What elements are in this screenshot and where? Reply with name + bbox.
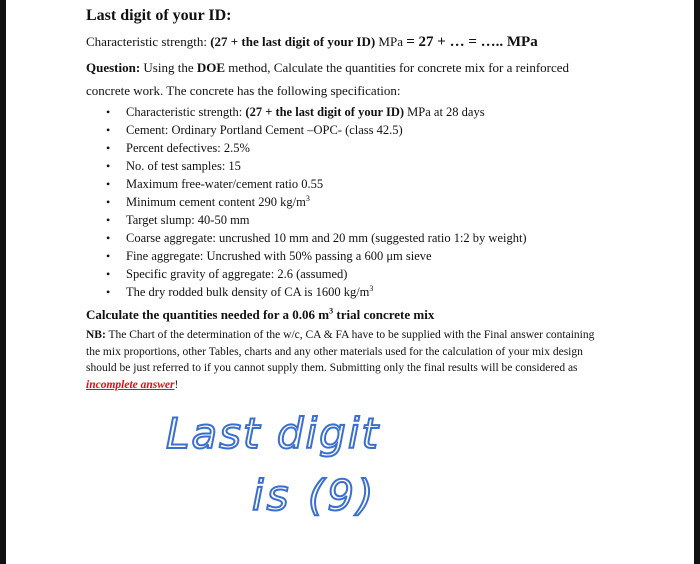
- incomplete-answer-highlight: incomplete answer: [86, 378, 175, 391]
- nb-note: NB: The Chart of the determination of the w/c, CA & FA have to be supplied with the Final answer containing the mix proportions, other Tables, charts and any other materials used for the calculation of your mix design should be just referred to if you cannot supply them. Submitting only the final results will be considered as incomplete answer!: [86, 329, 595, 391]
- handwritten-line-1: Last digit: [166, 409, 380, 458]
- spec-item: • No. of test samples: 15: [86, 157, 527, 175]
- left-border: [0, 0, 6, 564]
- spec-item: • Percent defectives: 2.5%: [86, 139, 527, 157]
- question-line: Question: Using the DOE method, Calculate the quantities for concrete mix for a reinforced: [86, 60, 570, 75]
- spec-item: • Minimum cement content 290 $kg/m^3$: [86, 193, 527, 211]
- question-line-2: concrete work. The concrete has the following specification:: [86, 83, 401, 98]
- spec-item: • Target slump: 40-50 mm: [86, 211, 527, 229]
- spec-item: • Specific gravity of aggregate: 2.6 (assumed): [86, 265, 527, 283]
- right-border: [694, 0, 700, 564]
- spec-item: • The dry rodded bulk density of CA is 1600 $kg/m^3$: [86, 283, 527, 301]
- spec-item: • Fine aggregate: Uncrushed with 50% passing a 600 μm sieve: [86, 247, 527, 265]
- specification-list: [86, 103, 527, 301]
- calculate-instruction: Calculate the quantities needed for a 0.06 $m^3$ trial concrete mix: [86, 306, 435, 322]
- spec-item: • Maximum free-water/cement ratio 0.55: [86, 175, 527, 193]
- spec-item: • Cement: Ordinary Portland Cement –OPC- (class 42.5): [86, 121, 527, 139]
- handwritten-note: [160, 400, 470, 530]
- handwritten-line-2: is (9): [252, 471, 377, 520]
- page-title: Last digit of your ID:: [86, 7, 232, 24]
- spec-item: • Coarse aggregate: uncrushed 10 mm and 20 mm (suggested ratio 1:2 by weight): [86, 229, 527, 247]
- strength-line: Characteristic strength: (27 + the last digit of your ID) MPa = 27 + … = ….. MPa: [86, 34, 538, 50]
- spec-item: • Characteristic strength: (27 + the last digit of your ID) MPa at 28 days: [86, 103, 527, 121]
